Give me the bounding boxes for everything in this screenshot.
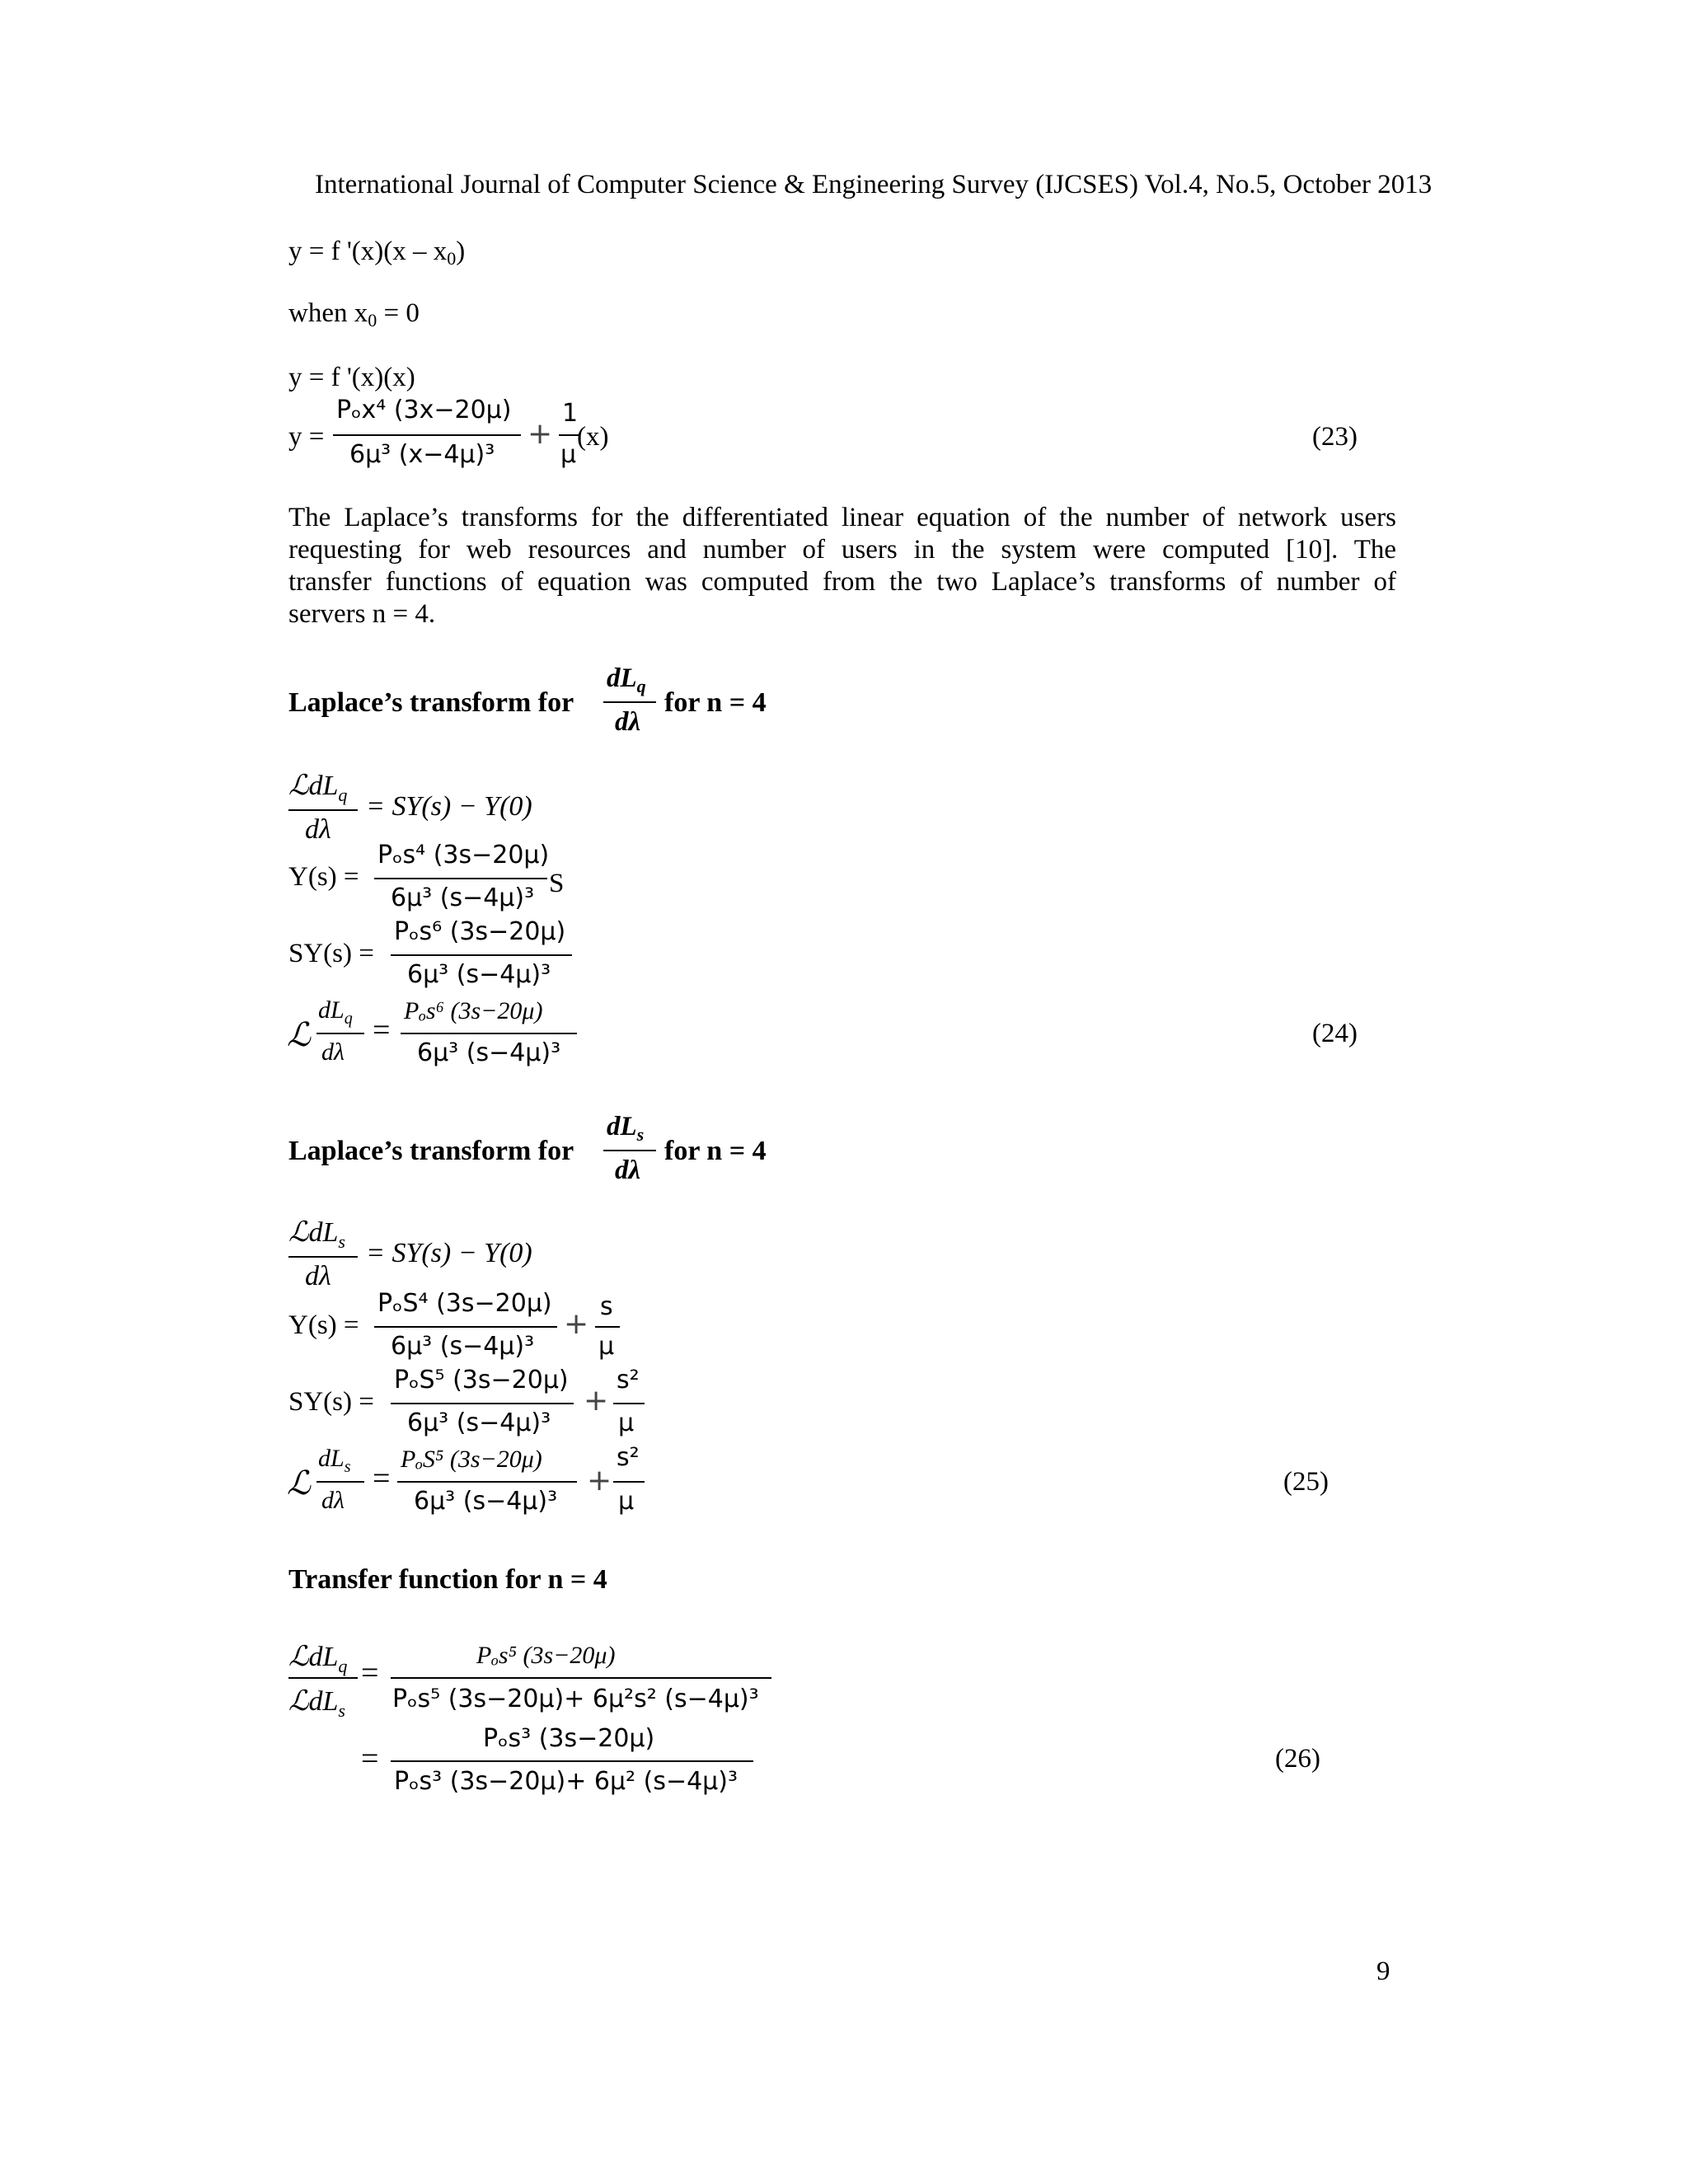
eq25-l2-den: 6μ³ (s−4μ)³ — [391, 1332, 535, 1361]
eq23-fraction-bar — [333, 434, 521, 436]
eq24-l4-num-sub: q — [344, 1010, 353, 1028]
heading-q-num — [607, 663, 646, 697]
eq24-number: (24) — [1312, 1019, 1357, 1048]
eq23-denominator: 6μ³ (x−4μ)³ — [349, 440, 495, 469]
eq25-l3-den: 6μ³ (s−4μ)³ — [407, 1408, 551, 1437]
page-number: 9 — [1376, 1957, 1390, 1986]
eq25-number: (25) — [1283, 1467, 1329, 1497]
eq25-l2-lhs: Y(s) = — [288, 1310, 359, 1340]
eq25-l3-frac-num: s² — [617, 1366, 640, 1394]
eq25-l1-den: dλ — [305, 1261, 331, 1291]
eq26-lhs-den-sub: s — [338, 1700, 345, 1721]
eq25-l3-lhs: SY(s) = — [288, 1387, 374, 1417]
eq26-lhs-num-text: ℒdL — [288, 1642, 339, 1672]
eq25-l4-frac-num: s² — [617, 1443, 640, 1472]
eq25-l1-num-text: ℒdL — [288, 1217, 339, 1248]
eq23-numerator-2: 1 — [562, 399, 579, 428]
eq25-l4-plus: + — [587, 1464, 612, 1497]
heading-s-num-sub: s — [636, 1124, 645, 1145]
tangent-equation-main: y = f '(x)(x – x — [288, 237, 448, 266]
eq25-l2-num: PₒS⁴ (3s−20μ) — [377, 1289, 552, 1318]
eq24-l1-num — [288, 769, 347, 806]
eq24-l3-num: Pₒs⁶ (3s−20μ) — [394, 917, 566, 946]
eq24-l2-den: 6μ³ (s−4μ)³ — [391, 883, 535, 912]
eq26-r2-fraction-bar — [391, 1760, 753, 1762]
eq26-r1-num: Pₒs⁵ (3s−20μ) — [476, 1642, 616, 1669]
eq24-l3-lhs: SY(s) = — [288, 939, 374, 968]
eq25-l4-rhs-num — [401, 1445, 542, 1474]
eq24-l2-lhs: Y(s) = — [288, 862, 359, 892]
eq23-denominator-2: μ — [560, 440, 577, 469]
eq25-l1-num — [288, 1216, 345, 1253]
eq25-l4-num-text: dL — [318, 1445, 345, 1472]
derivative-equation: y = f '(x)(x) — [288, 363, 415, 392]
when-condition-rest: = 0 — [377, 298, 420, 328]
eq25-l3-frac-den: μ — [618, 1408, 635, 1437]
eq25-l1-rhs: = SY(s) − Y(0) — [366, 1238, 532, 1268]
heading-s-fraction-bar — [603, 1150, 656, 1151]
paragraph-line-3: transfer functions of equation was computed from the two Laplace’s transforms of number of — [288, 567, 1396, 597]
heading-s-den: dλ — [615, 1155, 641, 1185]
eq25-l4-fraction-bar — [316, 1481, 364, 1483]
eq24-l1-rhs: = SY(s) − Y(0) — [366, 791, 532, 822]
eq26-r1-den: Pₒs⁵ (3s−20μ)+ 6μ²s² (s−4μ)³ — [392, 1685, 759, 1713]
eq25-l4-frac-den: μ — [618, 1487, 635, 1516]
eq24-l1-num-sub: q — [338, 785, 348, 805]
eq26-lhs-den-text: ℒdL — [288, 1686, 339, 1717]
eq24-l1-num-text: ℒdL — [288, 771, 339, 801]
eq25-l4-rhs-num-text: PₒS⁵ (3s−20μ) — [401, 1446, 542, 1473]
paragraph-line-4: servers n = 4. — [288, 599, 436, 629]
eq25-l4-frac-bar — [613, 1481, 645, 1483]
eq24-l3-den: 6μ³ (s−4μ)³ — [407, 960, 551, 989]
heading-transfer-function: Transfer function for n = 4 — [288, 1564, 607, 1595]
eq26-lhs-den — [288, 1685, 345, 1722]
tangent-equation — [288, 237, 465, 269]
eq25-l3-fraction-bar — [391, 1403, 574, 1404]
heading-q-post: for n = 4 — [664, 687, 767, 718]
eq24-l4-num — [318, 996, 353, 1029]
eq25-l2-fraction-bar — [374, 1326, 557, 1328]
eq25-l4-den: dλ — [321, 1487, 345, 1514]
eq25-l2-plus: + — [564, 1307, 589, 1341]
heading-s-pre: Laplace’s transform for — [288, 1136, 574, 1166]
eq25-l4-rhs-den: 6μ³ (s−4μ)³ — [414, 1487, 558, 1516]
eq26-equals-2: = — [361, 1741, 379, 1776]
tangent-equation-sub: 0 — [447, 248, 457, 269]
heading-q-pre: Laplace’s transform for — [288, 687, 574, 718]
eq24-l2-num: Pₒs⁴ (3s−20μ) — [377, 841, 550, 869]
eq26-r2-num: Pₒs³ (3s−20μ) — [483, 1724, 655, 1753]
paragraph-line-2: requesting for web resources and number of users in the system were computed [10]. The — [288, 535, 1396, 565]
eq25-l4-rhs-fraction-bar — [397, 1481, 577, 1483]
eq25-l1-fraction-bar — [288, 1256, 358, 1258]
eq25-l4-num — [318, 1445, 350, 1477]
eq25-l2-frac-bar — [595, 1326, 620, 1328]
eq25-l3-frac-bar — [613, 1403, 645, 1404]
eq24-l4-rhs-num-text: Pₒs⁶ (3s−20μ) — [404, 997, 543, 1024]
when-condition-main: when x — [288, 298, 368, 328]
eq24-l2-tail: S — [549, 869, 565, 898]
eq24-l2-fraction-bar — [374, 878, 547, 879]
eq26-lhs-num-sub: q — [338, 1656, 348, 1676]
eq26-lhs-fraction-bar — [288, 1677, 358, 1679]
heading-s-post: for n = 4 — [664, 1136, 767, 1166]
eq23-numerator: Pₒx⁴ (3x−20μ) — [336, 396, 512, 424]
eq23-lhs: y = — [288, 422, 325, 452]
when-condition — [288, 298, 420, 331]
eq26-lhs-num — [288, 1640, 347, 1677]
eq25-l4-laplace: ℒ — [287, 1465, 311, 1502]
eq25-l1-num-sub: s — [338, 1231, 345, 1252]
journal-header: International Journal of Computer Science & Engineering Survey (IJCSES) Vol.4, No.5, October 2013 — [315, 170, 1432, 199]
eq23-number: (23) — [1312, 422, 1357, 452]
eq25-l3-num: PₒS⁵ (3s−20μ) — [394, 1366, 569, 1394]
eq26-r2-den: Pₒs³ (3s−20μ)+ 6μ² (s−4μ)³ — [394, 1767, 738, 1796]
eq25-l3-plus: + — [584, 1384, 609, 1418]
eq24-l4-rhs-fraction-bar — [401, 1033, 577, 1034]
eq25-l2-frac-num: s — [600, 1292, 613, 1321]
heading-q-num-sub: q — [636, 676, 646, 696]
eq24-l4-num-text: dL — [318, 996, 345, 1024]
eq24-l3-fraction-bar — [391, 954, 572, 956]
paragraph-line-1: The Laplace’s transforms for the differentiated linear equation of the number of network users — [288, 503, 1396, 532]
heading-q-fraction-bar — [603, 701, 656, 703]
eq24-l1-den: dλ — [305, 814, 331, 845]
eq25-l2-frac-den: μ — [598, 1332, 615, 1361]
heading-q-num-text: dL — [607, 663, 637, 693]
eq24-l4-fraction-bar — [316, 1033, 364, 1034]
heading-s-num-text: dL — [607, 1112, 637, 1141]
eq23-fraction-bar-2 — [559, 434, 579, 436]
eq26-equals-1: = — [361, 1656, 379, 1690]
eq24-l4-equals: = — [373, 1013, 391, 1047]
tangent-equation-close: ) — [456, 237, 466, 266]
heading-q-den: dλ — [615, 707, 641, 737]
heading-s-num — [607, 1112, 644, 1146]
eq23-tail: (x) — [577, 422, 609, 452]
eq26-r1-fraction-bar — [391, 1677, 771, 1679]
eq24-l4-rhs-den: 6μ³ (s−4μ)³ — [417, 1038, 561, 1067]
eq24-l1-fraction-bar — [288, 809, 358, 811]
when-condition-sub: 0 — [368, 310, 377, 330]
eq23-plus: + — [528, 417, 553, 451]
eq25-l4-num-sub: s — [344, 1458, 351, 1476]
eq24-l4-laplace: ℒ — [287, 1016, 311, 1053]
eq26-number: (26) — [1275, 1744, 1320, 1774]
eq25-l4-equals: = — [373, 1461, 391, 1496]
eq24-l4-rhs-num — [404, 996, 542, 1025]
eq24-l4-den: dλ — [321, 1038, 345, 1066]
